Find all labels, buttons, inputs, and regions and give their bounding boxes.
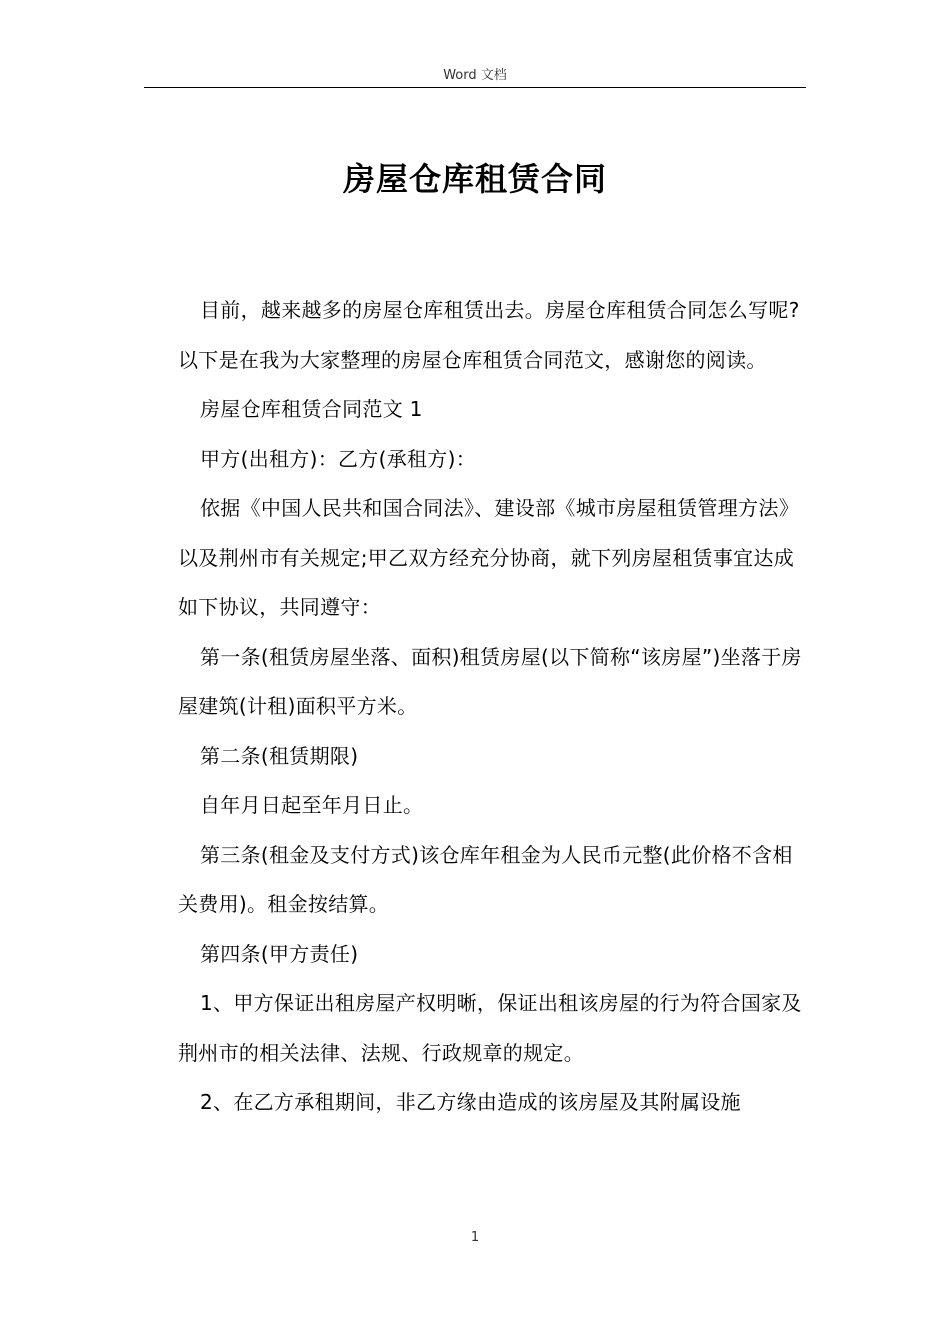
paragraph-article-4-item-2: 2、在乙方承租期间，非乙方缘由造成的该房屋及其附属设施 <box>200 1090 741 1114</box>
page-header: Word 文档 <box>443 68 507 83</box>
header-divider <box>144 87 806 88</box>
paragraph-article-1: 第一条(租赁房屋坐落、面积)租赁房屋(以下简称“该房屋”)坐落于房屋建筑(计租)面积平方米。 <box>178 644 802 718</box>
document-title: 房屋仓库租赁合同 <box>342 160 607 198</box>
paragraph-basis: 依据《中国人民共和国合同法》、建设部《城市房屋租赁管理方法》以及荆州市有关规定;甲乙双方经充分协商，就下列房屋租赁事宜达成如下协议，共同遵守： <box>178 496 799 619</box>
paragraph-article-2-heading: 第二条(租赁期限) <box>200 743 359 768</box>
paragraph-article-4-heading: 第四条(甲方责任) <box>200 941 359 966</box>
page-number: 1 <box>470 1230 480 1245</box>
paragraph-article-2-term: 自年月日起至年月日止。 <box>200 793 424 817</box>
paragraph-article-4-item-1: 1、甲方保证出租房屋产权明晰，保证出租该房屋的行为符合国家及荆州市的相关法律、法规、行政规章的规定。 <box>178 991 802 1065</box>
paragraph-parties: 甲方(出租方)：乙方(承租方)： <box>200 446 477 471</box>
document-body <box>178 286 808 1128</box>
paragraph-article-3: 第三条(租金及支付方式)该仓库年租金为人民币元整(此价格不含相关费用)。租金按结算。 <box>178 842 793 916</box>
paragraph-intro: 目前，越来越多的房屋仓库租赁出去。房屋仓库租赁合同怎么写呢?以下是在我为大家整理的房屋仓库租赁合同范文，感谢您的阅读。 <box>178 298 800 372</box>
paragraph-sample-heading: 房屋仓库租赁合同范文 1 <box>200 397 423 421</box>
